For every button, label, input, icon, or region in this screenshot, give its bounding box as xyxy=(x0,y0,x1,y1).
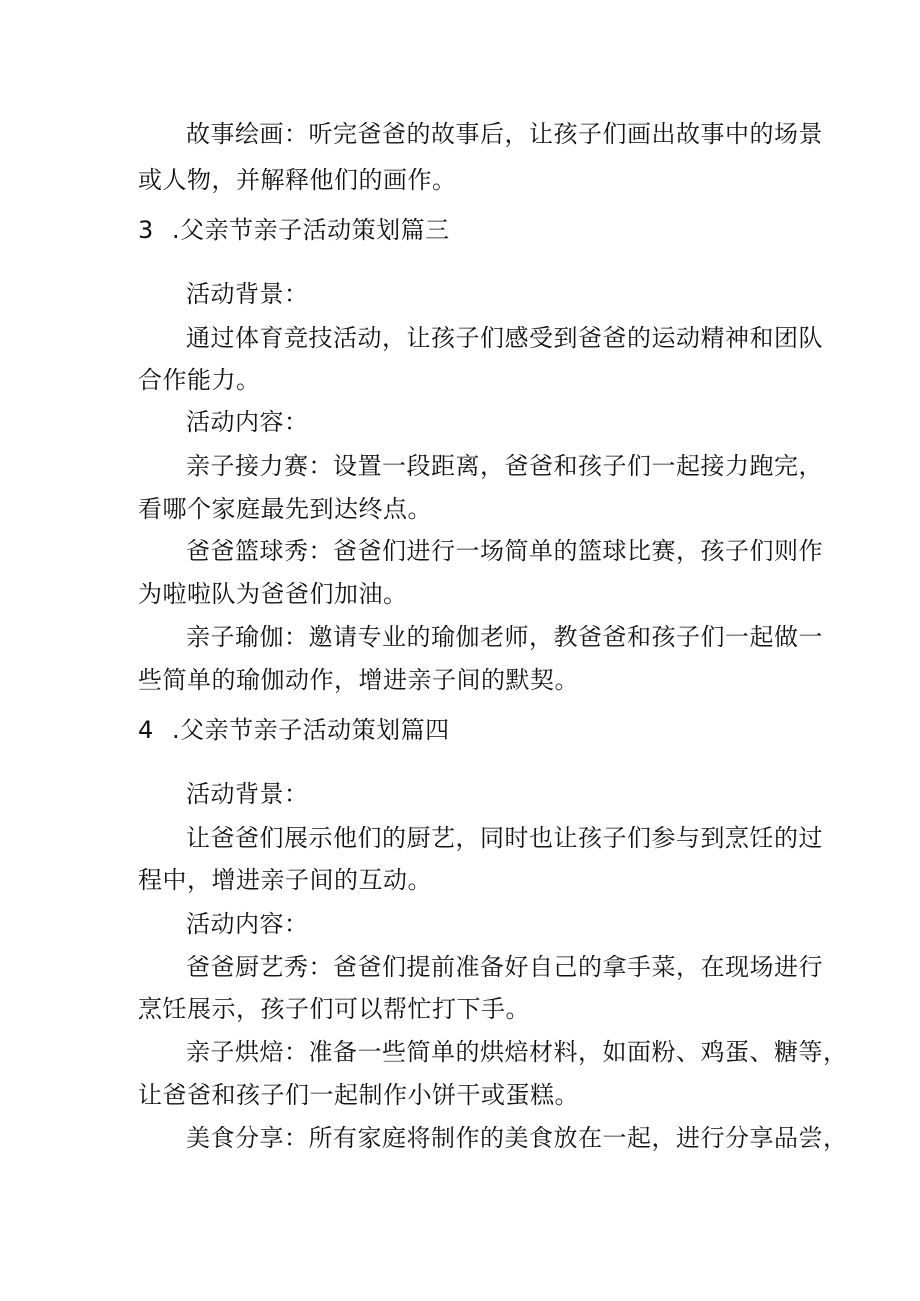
story-drawing-line-1: 故事绘画：听完爸爸的故事后，让孩子们画出故事中的场景 xyxy=(186,120,823,148)
relay-race-line-2: 看哪个家庭最先到达终点。 xyxy=(138,495,432,523)
yoga-line-2: 些简单的瑜伽动作，增进亲子间的默契。 xyxy=(138,666,579,694)
baking-line-2: 让爸爸和孩子们一起制作小饼干或蛋糕。 xyxy=(138,1081,579,1109)
basketball-show-line-2: 为啦啦队为爸爸们加油。 xyxy=(138,580,408,608)
background-label: 活动背景： xyxy=(186,780,309,808)
section-title: .父亲节亲子活动策划篇三 xyxy=(172,216,450,244)
baking-line-1: 亲子烘焙：准备一些简单的烘焙材料，如面粉、鸡蛋、糖等， xyxy=(186,1038,848,1066)
story-drawing-line-2: 或人物，并解释他们的画作。 xyxy=(138,166,457,194)
section-number: 3 xyxy=(138,216,154,244)
background-text-line-1: 让爸爸们展示他们的厨艺，同时也让孩子们参与到烹饪的过 xyxy=(186,824,823,852)
section-number: 4 xyxy=(138,716,154,744)
content-label: 活动内容： xyxy=(186,408,309,436)
yoga-line-1: 亲子瑜伽：邀请专业的瑜伽老师，教爸爸和孩子们一起做一 xyxy=(186,623,823,651)
basketball-show-line-1: 爸爸篮球秀：爸爸们进行一场简单的篮球比赛，孩子们则作 xyxy=(186,537,823,565)
food-sharing-line-1: 美食分享：所有家庭将制作的美食放在一起，进行分享品尝， xyxy=(186,1124,848,1152)
section-heading-4 xyxy=(138,714,450,746)
background-label: 活动背景： xyxy=(186,280,309,308)
cooking-show-line-1: 爸爸厨艺秀：爸爸们提前准备好自己的拿手菜，在现场进行 xyxy=(186,953,823,981)
section-title: .父亲节亲子活动策划篇四 xyxy=(172,716,450,744)
content-label: 活动内容： xyxy=(186,910,309,938)
relay-race-line-1: 亲子接力赛：设置一段距离，爸爸和孩子们一起接力跑完， xyxy=(186,452,823,480)
background-text-line-2: 合作能力。 xyxy=(138,366,261,394)
background-text-line-1: 通过体育竞技活动，让孩子们感受到爸爸的运动精神和团队 xyxy=(186,324,823,352)
background-text-line-2: 程中，增进亲子间的互动。 xyxy=(138,866,432,894)
section-heading-3 xyxy=(138,214,450,246)
cooking-show-line-2: 烹饪展示，孩子们可以帮忙打下手。 xyxy=(138,995,530,1023)
